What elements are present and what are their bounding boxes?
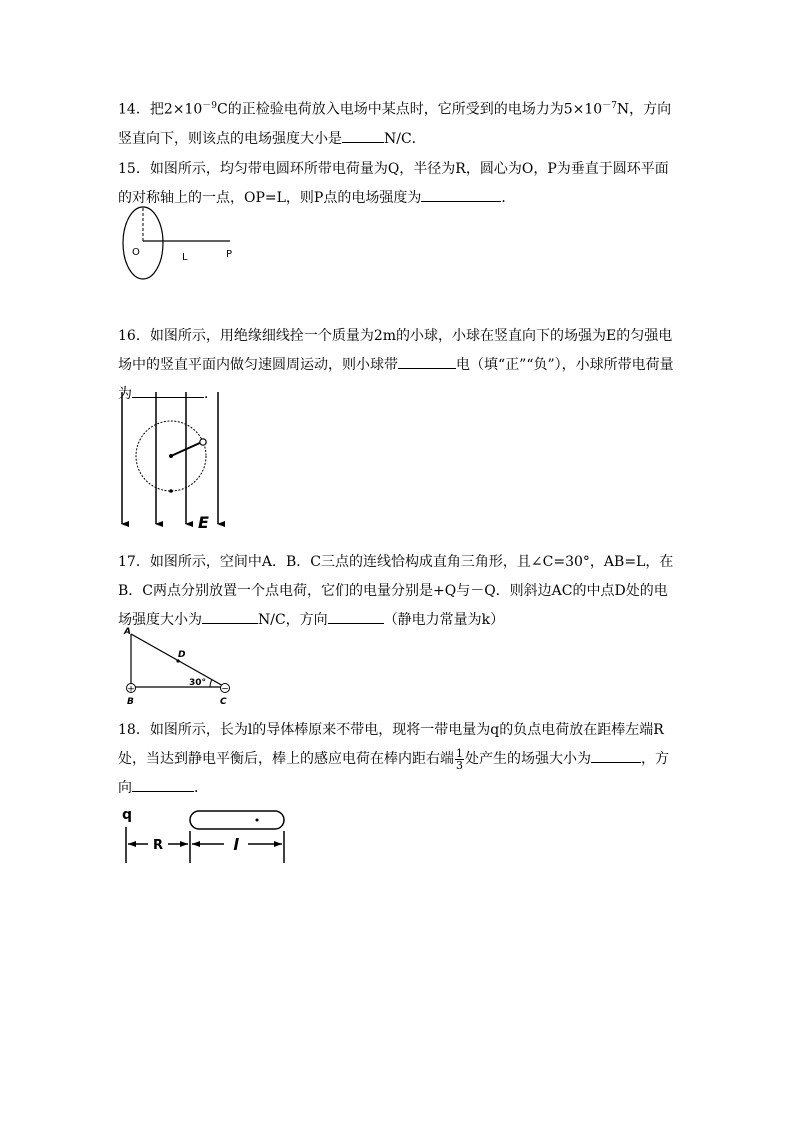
label-l-length: l [233, 835, 239, 854]
question-18 [118, 716, 678, 803]
q18-text-2: 处产生的场强大小为 [465, 751, 591, 767]
label-a: A [124, 627, 131, 637]
q17-direction-blank[interactable] [328, 609, 384, 624]
label-l: L [182, 252, 188, 263]
q15-tail: ． [501, 190, 516, 206]
q18-direction-blank[interactable] [132, 777, 194, 792]
q14-number: 14． [118, 101, 150, 118]
q17-number: 17． [118, 554, 150, 570]
label-b: B [127, 697, 134, 707]
q16-text-2: 电（填“正”“负”），小球所带电荷量为 [118, 357, 674, 402]
charged-ring [123, 207, 163, 279]
fraction-numerator: 1 [456, 746, 463, 760]
fraction-denominator: 3 [456, 758, 463, 772]
fraction-one-third [455, 748, 464, 771]
label-c: C [220, 697, 227, 707]
q16-number: 16． [118, 328, 150, 344]
label-d: D [178, 650, 186, 660]
charge-c-sign: − [221, 684, 229, 695]
field-circle-figure [114, 390, 226, 532]
q17-magnitude-blank[interactable] [202, 609, 258, 624]
q14-text-2: C的正检验电荷放入电场中某点时，它所受到的电场力为5×10 [217, 101, 603, 118]
q16-sign-blank[interactable] [398, 354, 456, 369]
q14-exp-2: －7 [602, 101, 617, 111]
label-o: O [132, 247, 140, 258]
small-ball [200, 439, 206, 445]
question-17 [118, 548, 678, 635]
q18-text-4: ． [194, 780, 208, 796]
label-r: R [152, 838, 164, 853]
conductor-rod [190, 811, 284, 829]
rod-figure [114, 805, 294, 867]
q17-text-3: （静电力常量为k） [383, 612, 505, 628]
label-q: q [122, 807, 133, 823]
triangle-figure [114, 624, 240, 708]
q15-number: 15． [118, 161, 150, 177]
q18-number: 18． [118, 722, 150, 738]
label-e: E [198, 513, 209, 532]
q14-text-4: N/C． [384, 130, 426, 147]
q18-text-1: 如图所示，长为l的导体棒原来不带电，现将一带电量为q的负点电荷放在距棒左端R处，当达到静电平衡后，棒上的感应电荷在棒内距右端 [118, 722, 664, 767]
q16-text-1: 如图所示，用绝缘细线拴一个质量为2m的小球，小球在竖直向下的场强为E的匀强电场中的竖直平面内做匀速圆周运动，则小球带 [118, 328, 673, 373]
q17-text-1: 如图所示，空间中A．B．C三点的连线恰构成直角三角形，且∠C=30°，AB=L，在B．C两点分别放置一个点电荷，它们的电量分别是+Q与－Q．则斜边AC的中点D处的电场强度大小为 [118, 554, 674, 628]
q16-text-3: ． [204, 386, 218, 402]
q14-text-3: N，方向竖直向下，则该点的电场强度大小是 [118, 101, 672, 147]
circle-center-dot [169, 454, 173, 458]
q14-text-1: 把2×10 [149, 101, 203, 118]
q14-answer-blank[interactable] [342, 128, 384, 143]
question-14 [118, 92, 678, 154]
ring-figure [118, 203, 248, 285]
q15-answer-blank[interactable] [421, 187, 501, 202]
q18-text-3: ，方向 [118, 751, 669, 796]
label-p: P [226, 249, 233, 260]
label-angle: 30° [189, 678, 207, 688]
q14-exp-1: －9 [202, 101, 218, 111]
bottom-dot [169, 489, 173, 493]
q18-magnitude-blank[interactable] [591, 748, 641, 763]
q15-text: 如图所示，均匀带电圆环所带电荷量为Q，半径为R，圆心为O，P为垂直于圆环平面的对称轴上的一点，OP=L，则P点的电场强度为 [118, 161, 669, 206]
charge-b-sign: + [127, 684, 135, 695]
rod-inner-point [256, 819, 259, 822]
q17-text-2: N/C，方向 [258, 612, 328, 628]
angle-arc-c [210, 680, 212, 688]
